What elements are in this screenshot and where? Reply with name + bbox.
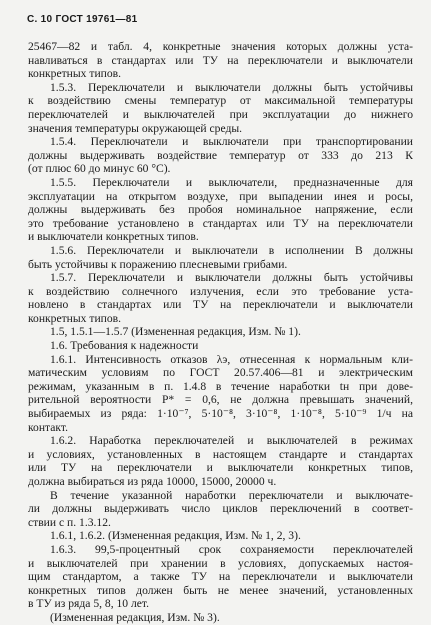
text-line: матическим условиям по ГОСТ 20.57.406—81 и электрическим <box>28 366 413 380</box>
text-line: В течение указанной наработки переключатели и выключате- <box>50 488 413 502</box>
text-line: рительной вероятности P* = 0,6, не должна превышать значений, <box>28 393 413 407</box>
paragraph <box>28 325 413 339</box>
text-line: 1.5.5. Переключатели и выключатели, предназначенные для <box>50 175 413 189</box>
text-line: щим стандартом, а также ТУ на переключатели и выключатели <box>28 570 413 584</box>
text-line: к воздействию смены температур от максимальной температуры <box>28 94 413 108</box>
text-line: выбираемых из ряда: 1·10⁻⁷, 5·10⁻⁸, 3·10⁻⁸, 1·10⁻⁸, 5·10⁻⁹ 1/ч на <box>28 407 413 421</box>
text-line: быть устойчивы к поражению плесневыми грибами. <box>28 257 288 271</box>
paragraph <box>28 40 413 81</box>
text-line: ли должны выдерживать число циклов переключений в соответ- <box>28 502 413 516</box>
paragraph <box>28 176 413 244</box>
text-line: и выключателей при хранении в условиях, допускаемых настоя- <box>28 556 413 570</box>
text-line: контакт. <box>28 420 68 434</box>
text-line: 1.5.3. Переключатели и выключатели должны быть устойчивы <box>50 80 413 94</box>
paragraph <box>28 529 413 543</box>
paragraph <box>28 489 413 530</box>
text-line: 1.6.2. Наработка переключателей и выключателей в режимах <box>50 434 413 448</box>
text-line: 1.5.6. Переключатели и выключатели в исполнении В должны <box>50 243 413 257</box>
page-header: С. 10 ГОСТ 19761—81 <box>27 14 138 25</box>
paragraph <box>28 244 413 271</box>
text-line: в ТУ из ряда 5, 8, 10 лет. <box>28 597 150 611</box>
text-line: значения температуры окружающей среды. <box>28 121 243 135</box>
text-line: должны выдерживать воздействие температур от 333 до 213 К <box>28 148 413 162</box>
paragraph <box>28 271 413 325</box>
text-line: ствии с п. 1.3.12. <box>28 515 111 529</box>
text-line: (Измененная редакция, Изм. № 3). <box>50 610 220 624</box>
text-line: и выключатели конкретных типов. <box>28 230 199 244</box>
document-body <box>28 40 413 625</box>
paragraph <box>28 543 413 611</box>
paragraph <box>28 81 413 135</box>
text-line: должны выдерживать без пробоя номинальное напряжение, если <box>28 203 413 217</box>
text-line: 1.6.3. 99,5-процентный срок сохраняемости переключателей <box>50 542 413 556</box>
text-line: режимам, указанным в п. 1.4.8 в течение наработки tн при дове- <box>28 379 413 393</box>
text-line: это требование установлено в стандартах или ТУ на переключатели <box>28 216 413 230</box>
text-line: (от плюс 60 до минус 60 °С). <box>28 162 171 176</box>
text-line: 1.6. Требования к надежности <box>50 339 199 353</box>
paragraph <box>28 434 413 488</box>
text-line: навливаться в стандартах или ТУ на переключатели и выключатели <box>28 53 413 67</box>
text-line: 1.5.7. Переключатели и выключатели должны быть устойчивы <box>50 271 413 285</box>
text-line: или ТУ на переключатели и выключатели конкретных типов, <box>28 461 413 475</box>
text-line: и условиях, установленных в настоящем стандарте и стандартах <box>28 447 413 461</box>
text-line: конкретных типов. <box>28 311 122 325</box>
text-line: переключателей и выключателей при эксплуатации до нижнего <box>28 107 413 121</box>
text-line: конкретных типов должен быть не менее значений, установленных <box>28 583 413 597</box>
text-line: конкретных типов. <box>28 67 122 81</box>
paragraph <box>28 353 413 435</box>
text-line: 1.5, 1.5.1—1.5.7 (Измененная редакция, Изм. № 1). <box>50 325 301 339</box>
text-line: 1.5.4. Переключатели и выключатели при транспортировании <box>50 135 413 149</box>
text-line: к воздействию солнечного излучения, если это требование уста- <box>28 284 413 298</box>
text-line: должна выбираться из ряда 10000, 15000, 20000 ч. <box>28 475 277 488</box>
text-line: 1.6.1. Интенсивность отказов λэ, отнесенная к нормальным кли- <box>50 352 413 366</box>
text-line: 25467—82 и табл. 4, конкретные значения которых должны уста- <box>28 40 413 53</box>
text-line: новлено в стандартах или ТУ на переключатели и выключатели <box>28 298 413 312</box>
paragraph <box>28 611 413 625</box>
text-line: 1.6.1, 1.6.2. (Измененная редакция, Изм. № 1, 2, 3). <box>50 529 301 543</box>
paragraph <box>28 135 413 176</box>
paragraph <box>28 339 413 353</box>
text-line: эксплуатации на открытом воздухе, при выпадении инея и росы, <box>28 189 413 203</box>
